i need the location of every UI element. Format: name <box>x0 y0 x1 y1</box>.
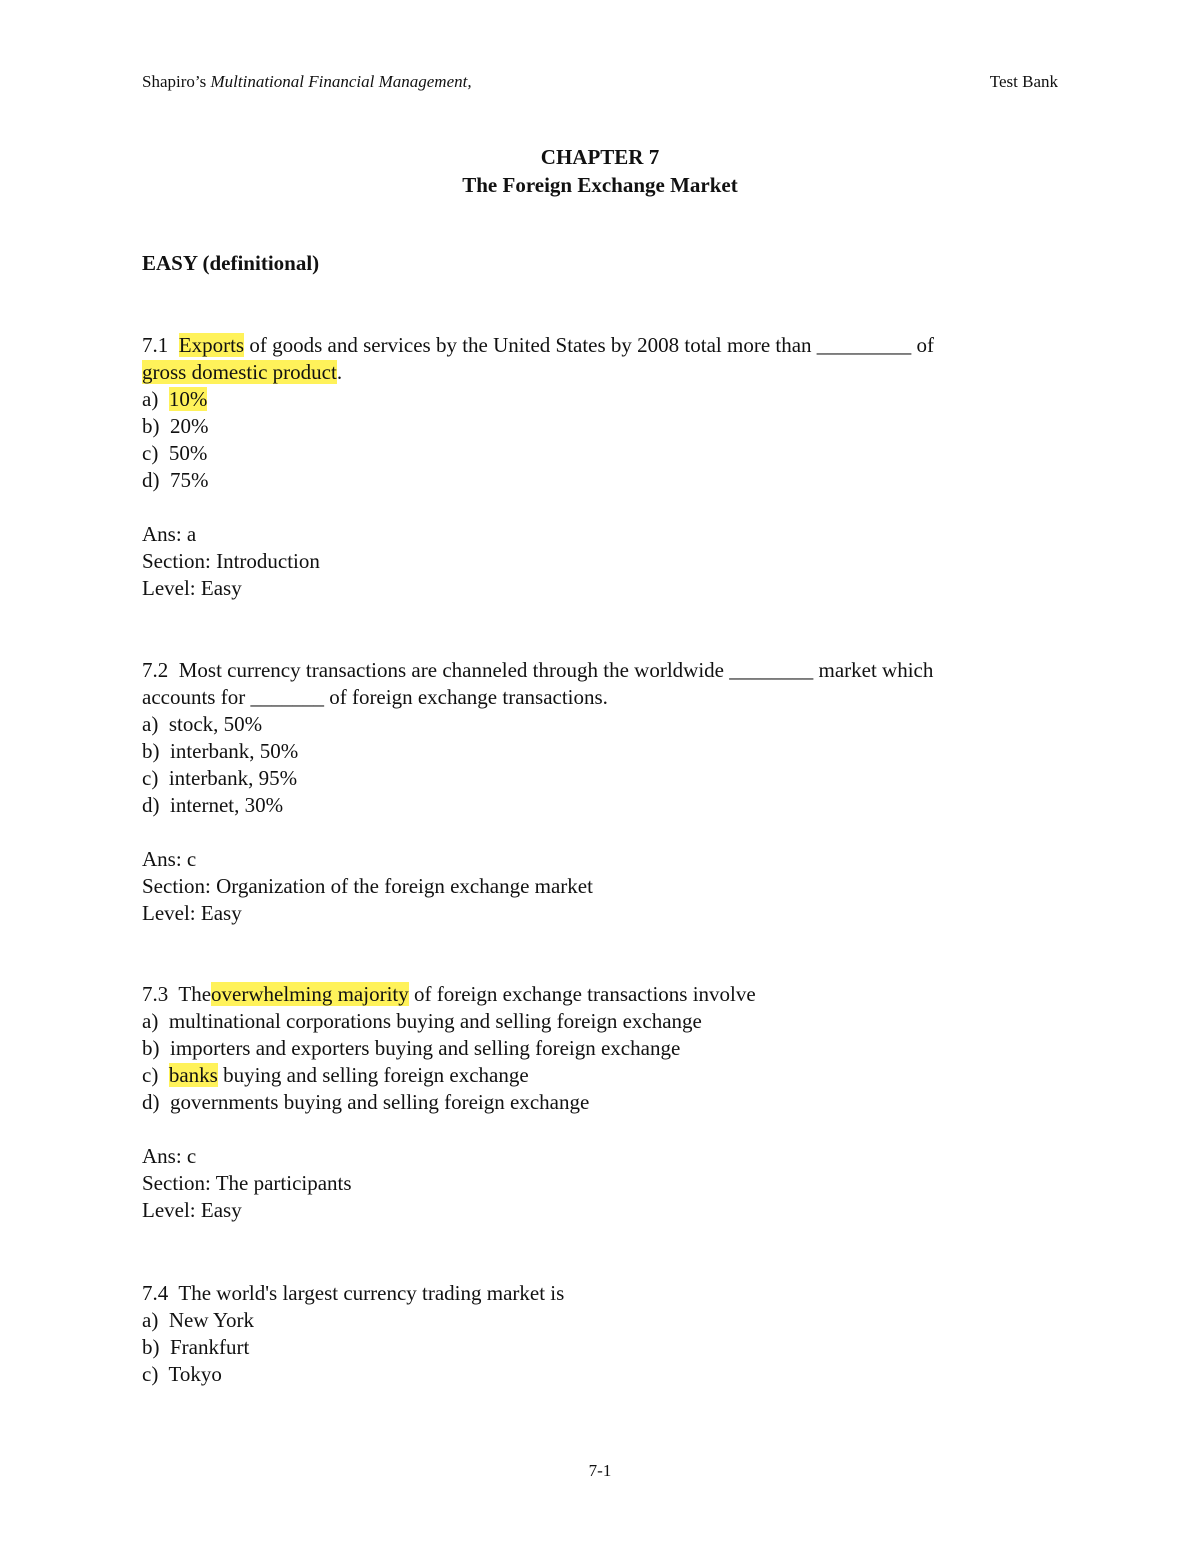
chapter-number: CHAPTER 7 <box>540 145 660 169</box>
stem-text: . <box>336 360 343 384</box>
chapter-heading <box>0 143 1200 199</box>
option-letter: c) <box>142 1362 159 1386</box>
option-letter: d) <box>142 1090 160 1114</box>
option-letter: b) <box>142 739 160 763</box>
option-text: 50% <box>168 441 208 465</box>
option-c <box>142 1062 1042 1089</box>
level-label: Level: Easy <box>142 1198 242 1222</box>
question-stem-continued: accounts for _______ of foreign exchange transactions. <box>142 685 608 709</box>
answer: Ans: a <box>142 522 197 546</box>
option-d <box>142 1089 1042 1116</box>
question-number: 7.4 <box>142 1281 169 1305</box>
option-c <box>142 1361 1042 1388</box>
option-a <box>142 386 1042 413</box>
stem-text: of goods and services by the United States by 2008 total more than _________ of <box>249 333 935 357</box>
question-stem <box>142 1280 1042 1307</box>
difficulty-heading: EASY (definitional) <box>142 251 320 275</box>
option-text: buying and selling foreign exchange <box>223 1063 529 1087</box>
question-stem <box>142 332 1042 359</box>
stem-text: Most currency transactions are channeled through the worldwide ________ market which <box>178 658 934 682</box>
level-label: Level: Easy <box>142 576 242 600</box>
question-stem <box>142 657 1042 684</box>
option-a <box>142 711 1042 738</box>
header-citation <box>142 72 472 92</box>
option-c <box>142 765 1042 792</box>
header-author: Shapiro’s <box>142 72 207 91</box>
option-b <box>142 413 1042 440</box>
highlighted-text: overwhelming majority <box>211 982 409 1006</box>
option-text: importers and exporters buying and selling foreign exchange <box>170 1036 681 1060</box>
option-letter: c) <box>142 441 159 465</box>
option-a <box>142 1307 1042 1334</box>
option-text: 10% <box>168 387 208 411</box>
stem-text: The <box>178 982 212 1006</box>
option-b <box>142 1334 1042 1361</box>
option-letter: a) <box>142 1308 159 1332</box>
header-right-label: Test Bank <box>989 72 1058 91</box>
question-7-4 <box>142 1280 1042 1388</box>
option-b <box>142 1035 1042 1062</box>
option-letter: b) <box>142 414 160 438</box>
option-letter: c) <box>142 1063 159 1087</box>
option-b <box>142 738 1042 765</box>
option-text: stock, 50% <box>168 712 263 736</box>
option-text: 75% <box>170 468 209 492</box>
section-label: Section: The participants <box>142 1171 352 1195</box>
option-letter: c) <box>142 766 159 790</box>
option-letter: a) <box>142 387 159 411</box>
stem-text: The world's largest currency trading market is <box>178 1281 565 1305</box>
question-7-1 <box>142 332 1042 602</box>
section-label: Section: Introduction <box>142 549 320 573</box>
page-number: 7-1 <box>588 1461 612 1480</box>
option-text: Tokyo <box>168 1362 222 1386</box>
option-d <box>142 792 1042 819</box>
option-text: Frankfurt <box>170 1335 250 1359</box>
question-number: 7.2 <box>142 658 169 682</box>
option-text: internet, 30% <box>170 793 284 817</box>
question-number: 7.1 <box>142 333 169 357</box>
option-text: governments buying and selling foreign exchange <box>170 1090 590 1114</box>
option-text: multinational corporations buying and selling foreign exchange <box>168 1009 702 1033</box>
stem-text: of foreign exchange transactions involve <box>414 982 756 1006</box>
question-stem-continued <box>142 359 1042 386</box>
question-7-2 <box>142 657 1042 927</box>
option-letter: b) <box>142 1335 160 1359</box>
option-text: New York <box>168 1308 255 1332</box>
header-book-title: Multinational Financial Management, <box>210 72 472 91</box>
option-c <box>142 440 1042 467</box>
section-label: Section: Organization of the foreign exchange market <box>142 874 593 898</box>
option-letter: d) <box>142 468 160 492</box>
option-a <box>142 1008 1042 1035</box>
highlighted-text: Exports <box>178 333 245 357</box>
answer: Ans: c <box>142 1144 197 1168</box>
option-text: 20% <box>170 414 209 438</box>
option-text: interbank, 95% <box>168 766 298 790</box>
level-label: Level: Easy <box>142 901 242 925</box>
option-letter: d) <box>142 793 160 817</box>
running-header <box>142 72 1058 92</box>
option-text: interbank, 50% <box>170 739 299 763</box>
answer: Ans: c <box>142 847 197 871</box>
option-letter: b) <box>142 1036 160 1060</box>
option-letter: a) <box>142 712 159 736</box>
highlighted-text: banks <box>168 1063 218 1087</box>
question-7-3 <box>142 981 1042 1224</box>
question-stem <box>142 981 1042 1008</box>
option-d <box>142 467 1042 494</box>
question-number: 7.3 <box>142 982 169 1006</box>
chapter-title: The Foreign Exchange Market <box>462 173 738 197</box>
option-letter: a) <box>142 1009 159 1033</box>
highlighted-text: gross domestic product <box>142 360 337 384</box>
